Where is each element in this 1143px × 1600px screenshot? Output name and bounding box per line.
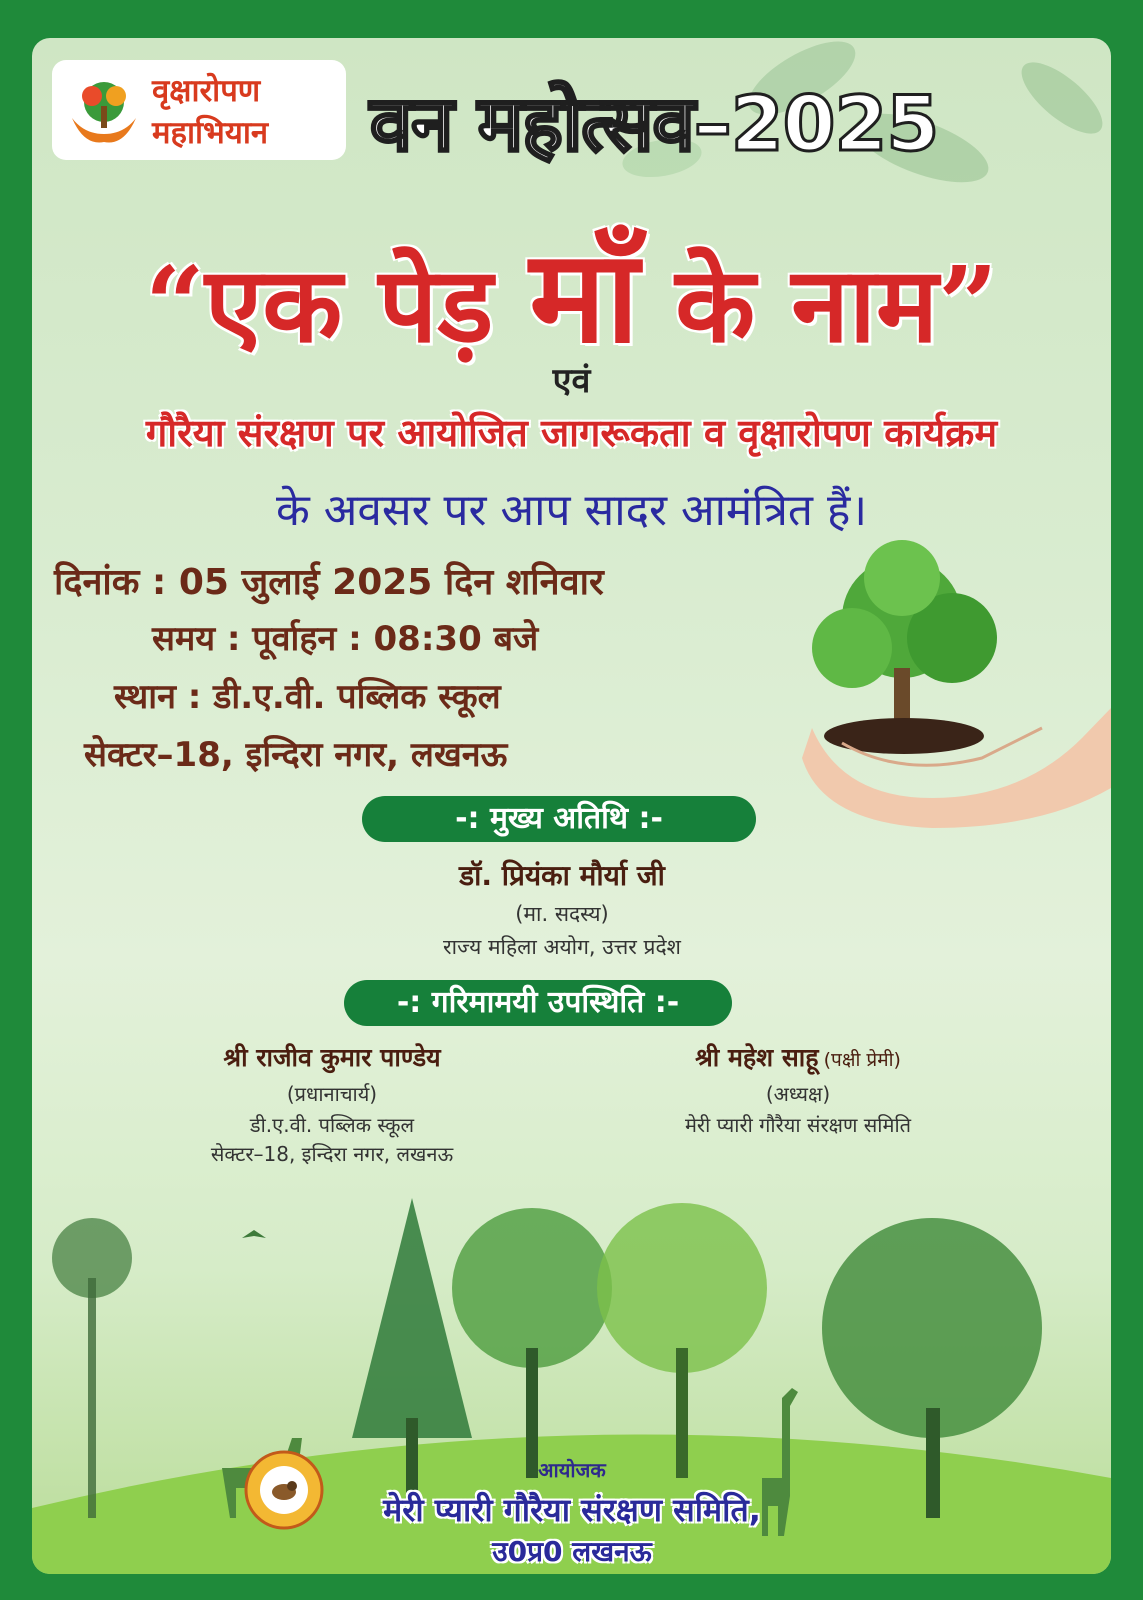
guest-left-name: श्री राजीव कुमार पाण्डेय xyxy=(223,1043,441,1072)
guest-right xyxy=(588,1040,1008,1138)
guest-right-note: (पक्षी प्रेमी) xyxy=(823,1049,901,1071)
program-title: गौरैया संरक्षण पर आयोजित जागरूकता व वृक्षारोपण कार्यक्रम xyxy=(145,411,998,455)
invitation-line: के अवसर पर आप सादर आमंत्रित हैं। xyxy=(275,485,868,536)
guest-left-role: (प्रधानाचार्य) xyxy=(286,1082,378,1106)
sapling-in-hands-image xyxy=(782,528,1111,848)
tree-hands-icon xyxy=(64,72,144,150)
slogan-part-1: एक पेड़ xyxy=(204,243,530,366)
chief-guest-name: डॉ. प्रियंका मौर्या जी xyxy=(459,859,665,892)
chief-guest-role: (मा. सदस्य) xyxy=(515,902,609,926)
logo-line-1: वृक्षारोपण xyxy=(152,73,261,109)
slogan-part-3: के नाम xyxy=(639,243,939,366)
slogan-open-quote: “ xyxy=(144,243,205,366)
chief-guest-heading: -: मुख्य अतिथि :- xyxy=(362,796,756,842)
organizer-label: आयोजक xyxy=(538,1458,606,1482)
organizer-place: उ0प्र0 लखनऊ xyxy=(492,1535,652,1568)
slogan-part-2: माँ xyxy=(529,222,640,372)
invitation-poster xyxy=(32,38,1111,1574)
organizer-name: मेरी प्यारी गौरैया संरक्षण समिति, xyxy=(383,1491,761,1529)
guest-left-org-2: सेक्टर–18, इन्दिरा नगर, लखनऊ xyxy=(210,1142,454,1166)
slogan xyxy=(32,204,1111,379)
organizer-seal-image xyxy=(244,1450,324,1530)
event-address: सेक्टर–18, इन्दिरा नगर, लखनऊ xyxy=(84,735,508,775)
slogan-close-quote: ” xyxy=(938,243,998,366)
guest-left xyxy=(132,1040,532,1167)
logo-line-2: महाभियान xyxy=(152,115,269,151)
event-title: वन महोत्सव–2025 xyxy=(370,79,939,168)
guest-right-name: श्री महेश साहू xyxy=(695,1043,819,1072)
chief-guest-org: राज्य महिला अयोग, उत्तर प्रदेश xyxy=(443,935,681,959)
guest-right-org: मेरी प्यारी गौरैया संरक्षण समिति xyxy=(684,1113,912,1137)
guest-right-role: (अध्यक्ष) xyxy=(765,1082,831,1106)
logo-badge xyxy=(52,60,346,160)
event-venue: स्थान : डी.ए.वी. पब्लिक स्कूल xyxy=(114,677,501,717)
guest-left-org-1: डी.ए.वी. पब्लिक स्कूल xyxy=(249,1113,415,1137)
presence-heading: -: गरिमामयी उपस्थिति :- xyxy=(344,980,732,1026)
event-time: समय : पूर्वाहन : 08:30 बजे xyxy=(152,619,539,659)
event-date: दिनांक : 05 जुलाई 2025 दिन शनिवार xyxy=(54,562,604,603)
conjunction-text: एवं xyxy=(552,361,591,401)
